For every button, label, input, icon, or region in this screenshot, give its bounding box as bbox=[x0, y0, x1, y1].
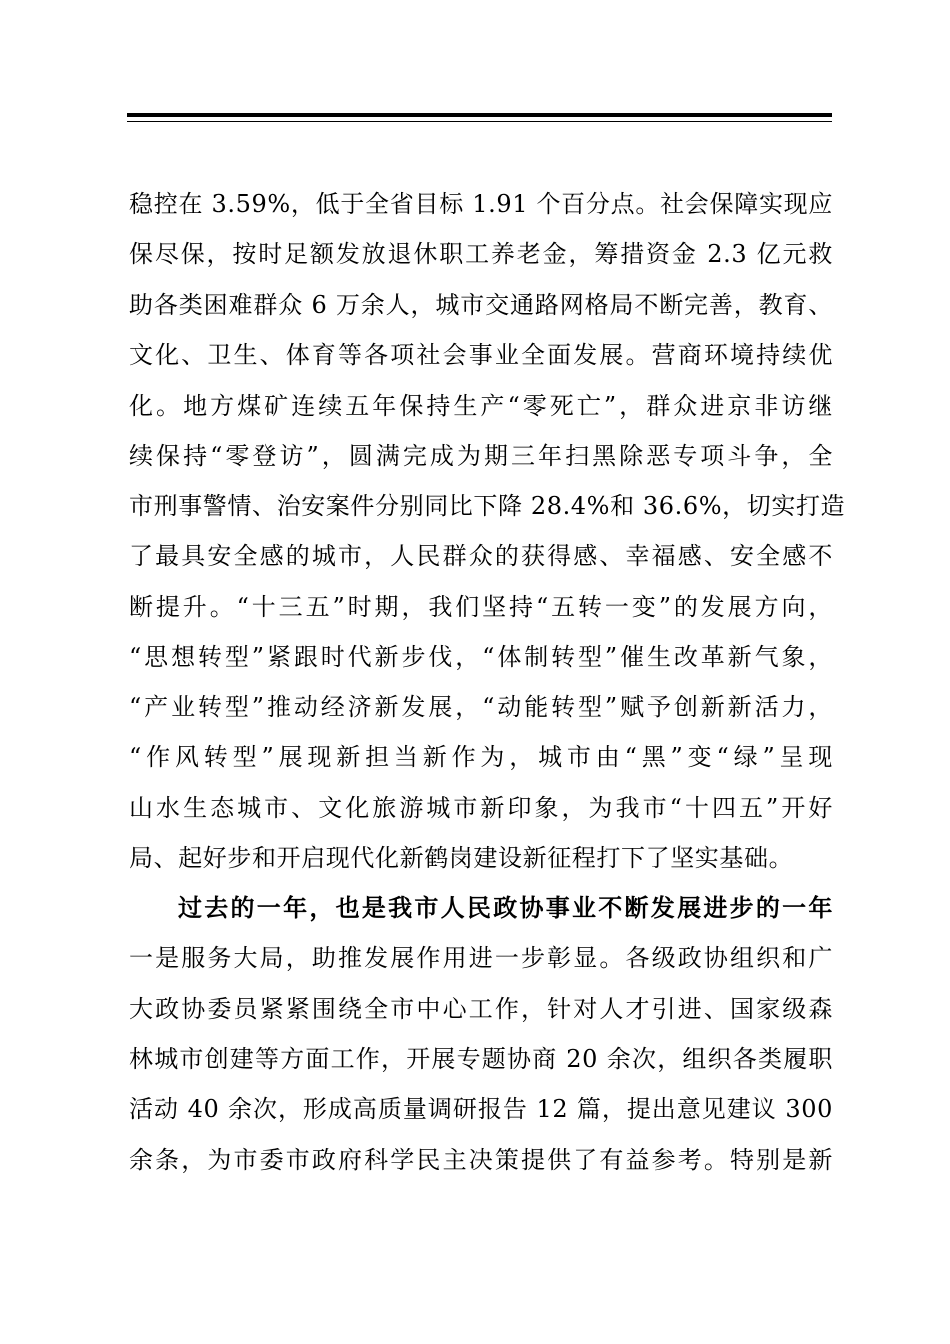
body-text-line: 山水生态城市、文化旅游城市新印象，为我市“十四五”开好 bbox=[129, 794, 833, 822]
body-text-line: “思想转型”紧跟时代新步伐，“体制转型”催生改革新气象， bbox=[129, 643, 833, 671]
body-text-line: 活动 40 余次，形成高质量调研报告 12 篇，提出意见建议 300 bbox=[129, 1095, 833, 1123]
body-text-line: 续保持“零登访”，圆满完成为期三年扫黑除恶专项斗争，全 bbox=[129, 442, 833, 470]
body-text-line: 了最具安全感的城市，人民群众的获得感、幸福感、安全感不 bbox=[129, 542, 833, 570]
body-text-line: 助各类困难群众 6 万余人，城市交通路网格局不断完善，教育、 bbox=[129, 291, 833, 319]
body-text-line: 稳控在 3.59%，低于全省目标 1.91 个百分点。社会保障实现应 bbox=[129, 190, 833, 218]
body-text-line: 化。地方煤矿连续五年保持生产“零死亡”，群众进京非访继 bbox=[129, 392, 833, 420]
header-rule-thick bbox=[127, 113, 832, 117]
header-rule-thin bbox=[127, 121, 832, 122]
body-text-line: 大政协委员紧紧围绕全市中心工作，针对人才引进、国家级森 bbox=[129, 995, 833, 1023]
body-text-line: “作风转型”展现新担当新作为，城市由“黑”变“绿”呈现 bbox=[129, 743, 833, 771]
body-text-line: 文化、卫生、体育等各项社会事业全面发展。营商环境持续优 bbox=[129, 341, 833, 369]
body-text-line: 余条，为市委市政府科学民主决策提供了有益参考。特别是新 bbox=[129, 1146, 833, 1174]
body-text-line: 局、起好步和开启现代化新鹤岗建设新征程打下了坚实基础。 bbox=[129, 844, 794, 872]
body-text-line: “产业转型”推动经济新发展，“动能转型”赋予创新新活力， bbox=[129, 693, 833, 721]
body-text-line: 市刑事警情、治安案件分别同比下降 28.4%和 36.6%，切实打造 bbox=[129, 492, 846, 520]
body-text-line: 保尽保，按时足额发放退休职工养老金，筹措资金 2.3 亿元救 bbox=[129, 240, 833, 268]
section-heading: 过去的一年，也是我市人民政协事业不断发展进步的一年 bbox=[178, 893, 833, 922]
body-text-line: 林城市创建等方面工作，开展专题协商 20 余次，组织各类履职 bbox=[129, 1045, 833, 1073]
body-text-line: 一是服务大局，助推发展作用进一步彰显。各级政协组织和广 bbox=[129, 944, 833, 972]
body-text-line: 断提升。“十三五”时期，我们坚持“五转一变”的发展方向， bbox=[129, 593, 833, 621]
